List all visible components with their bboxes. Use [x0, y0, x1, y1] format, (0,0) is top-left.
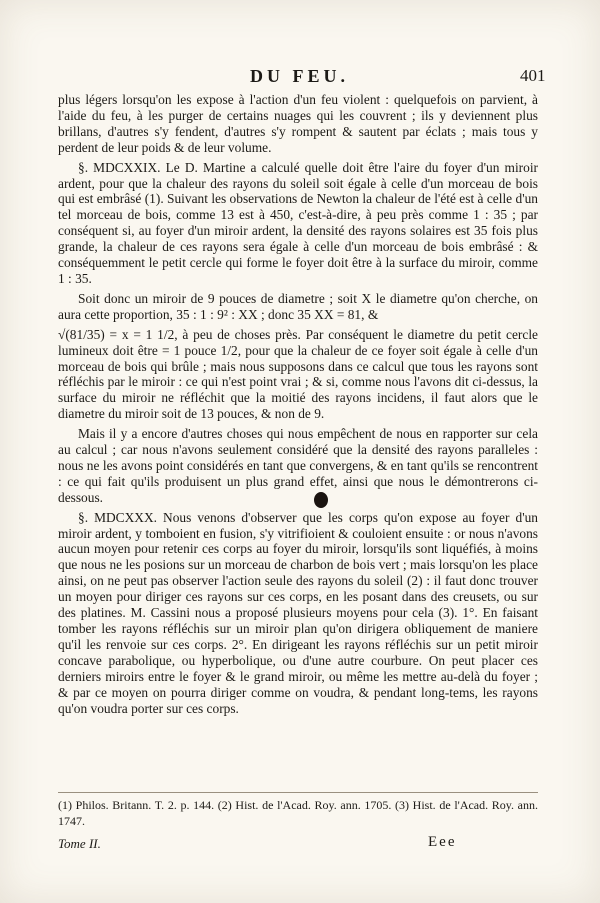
- volume-label: Tome II.: [58, 836, 101, 851]
- page-footer: [58, 836, 538, 856]
- signature-mark: Eee: [428, 834, 457, 850]
- paragraph-continuation: plus légers lorsqu'on les expose à l'action d'un feu violent : quelquefois on parvient, à l'aide du feu, à les purger de certains nuages qui les couvrent ; ils y deviennent plus brillans, d'autres s'y fendent, d'autres s'y rompent & sautent par éclats ; mais tous y perdent de leur poids & de leur volume.: [58, 92, 538, 155]
- paragraph-mdcxxx: §. MDCXXX. Nous venons d'observer que les corps qu'on expose au foyer d'un miroir ardent, y tomboient en fusion, s'y vitrifioient & couloient ensuite : or nous n'avons aucun moyen pour retenir ces corps au foyer du miroir, lorsqu'ils sont liquéfiés, à moins que nous ne les posions sur un morceau de charbon de bois vert ; mais lorsqu'on les place ainsi, on ne peut pas observer l'action seule des rayons du soleil (2) : il faut donc trouver un moyen pour diriger ces rayons sur ces corps, en les posant dans des creusets, ou sur des platines. M. Cassini nous a proposé plusieurs moyens pour cela (3). 1°. En faisant tomber les rayons réfléchis sur un miroir plan qu'on dirigera obliquement de maniere qu'il les renvoie sur ces corps. 2°. En dirigeant les rayons réfléchis sur un petit miroir concave parabolique, ou hyperbolique, ou d'une autre courbure. On peut placer ces derniers miroirs entre le foyer & le grand miroir, ou même les mettre au-delà du foyer ; & par ce moyen on pourra diriger comme on voudra, & pendant long-tems, les rayons qu'on voudra porter sur ces corps.: [58, 509, 538, 716]
- footnotes: (1) Philos. Britann. T. 2. p. 144. (2) Hist. de l'Acad. Roy. ann. 1705. (3) Hist. de l'Acad. Roy. ann. 1747.: [58, 798, 538, 828]
- paragraph-formula: √(81/35) = x = 1 1/2, à peu de choses près. Par conséquent le diametre du petit cercle lumineux doit être = 1 pouce 1/2, pour que la chaleur de ce foyer soit égale à celle d'un morceau de bois qui brûle ; mais nous supposons dans ce calcul que tous les rayons sont réfléchis par le miroir : ce qui n'est point vrai ; & si, comme nous l'avons dit ci-dessus, la surface du miroir ne réfléchit que la moitié des rayons incidens, il faut alors que le diametre du miroir soit de 13 pouces, & non de 9.: [58, 326, 538, 422]
- body-text: [58, 92, 538, 720]
- running-head: DU FEU.: [250, 66, 349, 86]
- paragraph-parallel-rays: Mais il y a encore d'autres choses qui nous empêchent de nous en rapporter sur cela au calcul ; car nous n'avons seulement considéré que la densité des rayons paralleles : nous ne les avons point considérés en tant que convergens, & en tant qu'ils se rencontrent : ce qui fait qu'ils produisent un plus grand effet, ainsi que nous le démontrerons ci-dessous.: [58, 426, 538, 505]
- page-number: 401: [520, 66, 546, 85]
- page-header: [0, 66, 600, 90]
- ink-blot: [314, 492, 328, 508]
- paragraph-proportion: Soit donc un miroir de 9 pouces de diametre ; soit X le diametre qu'on cherche, on aura cette proportion, 35 : 1 : 9² : XX ; donc 35 XX = 81, &: [58, 290, 538, 322]
- footnote-rule: [58, 792, 538, 793]
- paragraph-mdcxxix: §. MDCXXIX. Le D. Martine a calculé quelle doit être l'aire du foyer d'un miroir ardent, pour que la chaleur des rayons du soleil soit égale à celle d'un morceau de bois qui est embrâsé (1). Suivant les observations de Newton la chaleur de l'été est à celle d'un tel morceau de bois, comme 13 est à 450, c'est-à-dire, à peu près comme 1 : 35 ; par conséquent si, au foyer d'un miroir ardent, la densité des rayons solaires est 35 fois plus grande, la chaleur de ces rayons sera égale à celle d'un morceau de bois embrâsé : & conséquemment le petit cercle qui forme le foyer doit être à la surface du miroir, comme 1 : 35.: [58, 159, 538, 286]
